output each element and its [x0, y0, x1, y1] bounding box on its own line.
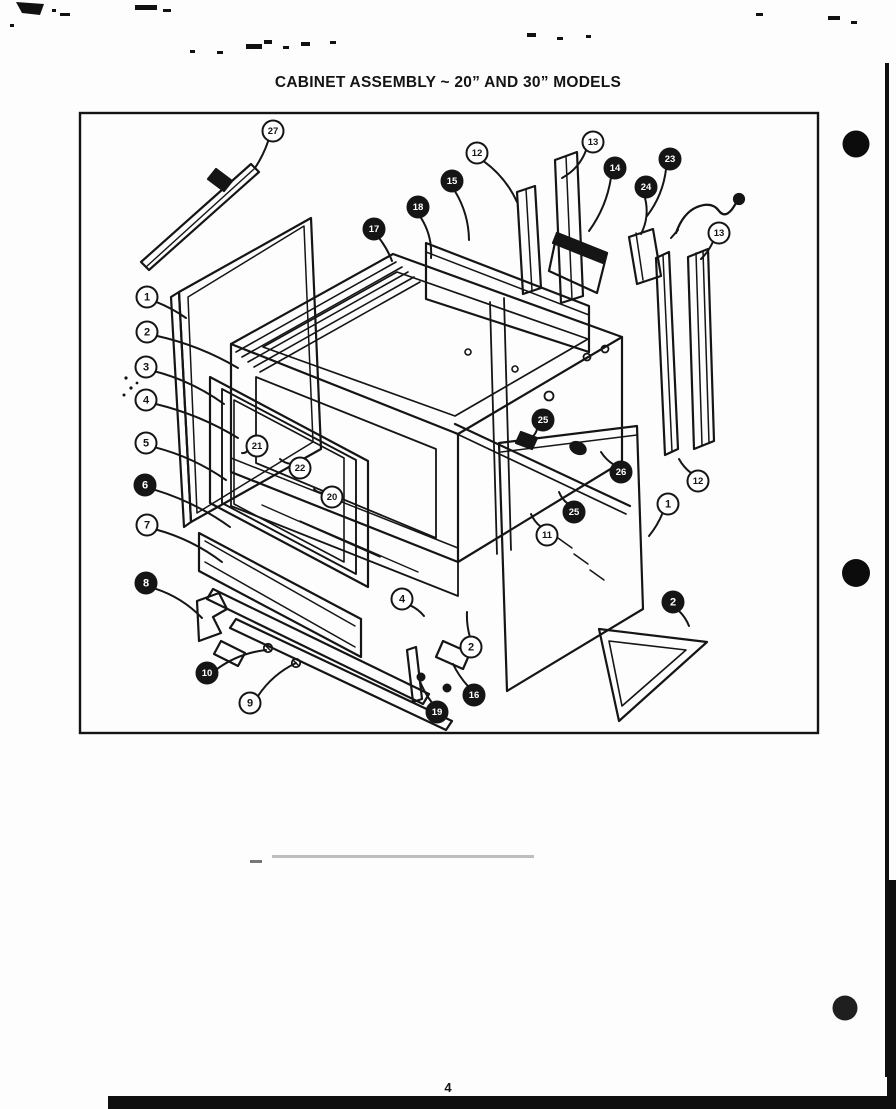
callout-19: [419, 679, 448, 723]
callout-number: 23: [664, 154, 676, 165]
part-wedge-bracket: [549, 233, 607, 293]
callout-number: 26: [615, 467, 627, 478]
callout-number: 10: [201, 668, 213, 679]
leader-line: [255, 140, 268, 168]
callout-17: [364, 219, 393, 262]
callout-number: 19: [431, 707, 443, 718]
callout-2: [663, 592, 690, 627]
punch-hole: [843, 131, 870, 158]
callout-11: [531, 514, 558, 546]
callout-number: 20: [326, 492, 338, 503]
callout-number: 5: [142, 437, 150, 450]
callout-8: [136, 573, 203, 619]
callout-9: [240, 663, 297, 714]
callout-number: 8: [142, 577, 150, 590]
leader-line: [679, 459, 691, 473]
callout-number: 12: [692, 476, 704, 487]
leader-line: [155, 372, 224, 404]
callout-number: 25: [568, 507, 580, 518]
part-oven-door-frame: [210, 377, 368, 587]
leader-line: [531, 514, 541, 527]
callout-25: [531, 410, 554, 439]
diagram-border: [80, 113, 818, 733]
leader-line: [157, 336, 238, 368]
callout-number: 2: [467, 641, 475, 654]
callout-12: [467, 143, 518, 203]
leader-line: [467, 612, 470, 637]
callout-12: [679, 459, 709, 492]
leader-line: [455, 191, 469, 240]
callout-number: 13: [587, 137, 599, 148]
callout-number: 11: [541, 530, 553, 541]
callout-number: 17: [368, 224, 380, 235]
leader-line: [156, 447, 226, 480]
part-backguard-trim: [141, 164, 259, 270]
callout-4: [392, 589, 425, 617]
leader-line: [484, 161, 517, 202]
part-rear-panel: [426, 243, 589, 352]
callout-2: [461, 612, 482, 658]
scan-line-artifact: [250, 855, 534, 863]
leader-line: [410, 605, 424, 616]
callout-number: 4: [142, 394, 150, 407]
callout-14: [589, 158, 626, 232]
part-back-uprights: [517, 152, 583, 303]
callout-number: 16: [468, 690, 480, 701]
callout-10: [197, 650, 267, 684]
punch-hole: [842, 559, 870, 587]
callout-13: [701, 223, 730, 260]
leader-line: [155, 589, 202, 618]
callout-27: [255, 121, 284, 169]
page-title: CABINET ASSEMBLY ~ 20” AND 30” MODELS: [274, 74, 622, 91]
callout-number: 4: [398, 593, 406, 606]
callout-number: 12: [471, 148, 483, 159]
callout-number: 24: [640, 182, 652, 193]
callout-number: 1: [143, 291, 151, 304]
callout-number: 1: [664, 498, 672, 511]
callout-number: 7: [143, 519, 151, 532]
callout-1: [649, 494, 679, 537]
callout-number: 15: [446, 176, 458, 187]
callout-21: [242, 436, 268, 457]
leader-line: [601, 452, 614, 465]
leader-line: [641, 197, 647, 234]
leader-line: [559, 492, 568, 504]
callout-number: 22: [294, 463, 306, 474]
punch-hole: [833, 996, 858, 1021]
punch-hole-marks: [833, 131, 871, 1021]
callout-number: 21: [251, 441, 263, 452]
callout-16: [453, 664, 485, 706]
leader-line: [679, 611, 689, 626]
callout-number: 25: [537, 415, 549, 426]
leader-line: [649, 513, 663, 536]
callouts-layer: [135, 121, 730, 723]
callout-number: 14: [609, 163, 621, 174]
callout-number: 9: [246, 697, 254, 710]
part-rear-channels: [656, 249, 714, 455]
leader-line: [589, 178, 611, 231]
part-corner-trim-wedge: [599, 629, 707, 721]
callout-number: 2: [143, 326, 151, 339]
leader-line: [156, 404, 238, 438]
callout-number: 13: [713, 228, 725, 239]
callout-15: [442, 171, 470, 241]
callout-26: [601, 452, 632, 483]
callout-number: 6: [141, 479, 149, 492]
callout-25: [559, 492, 585, 523]
part-igniter-wire: [671, 194, 744, 238]
page-number: 4: [444, 1080, 452, 1095]
callout-number: 3: [142, 361, 150, 374]
callout-18: [408, 197, 432, 259]
part-leveling-brackets: [197, 593, 300, 667]
callout-number: 2: [669, 596, 677, 609]
callout-number: 18: [412, 202, 424, 213]
callout-number: 27: [267, 126, 279, 137]
leader-line: [258, 663, 296, 696]
